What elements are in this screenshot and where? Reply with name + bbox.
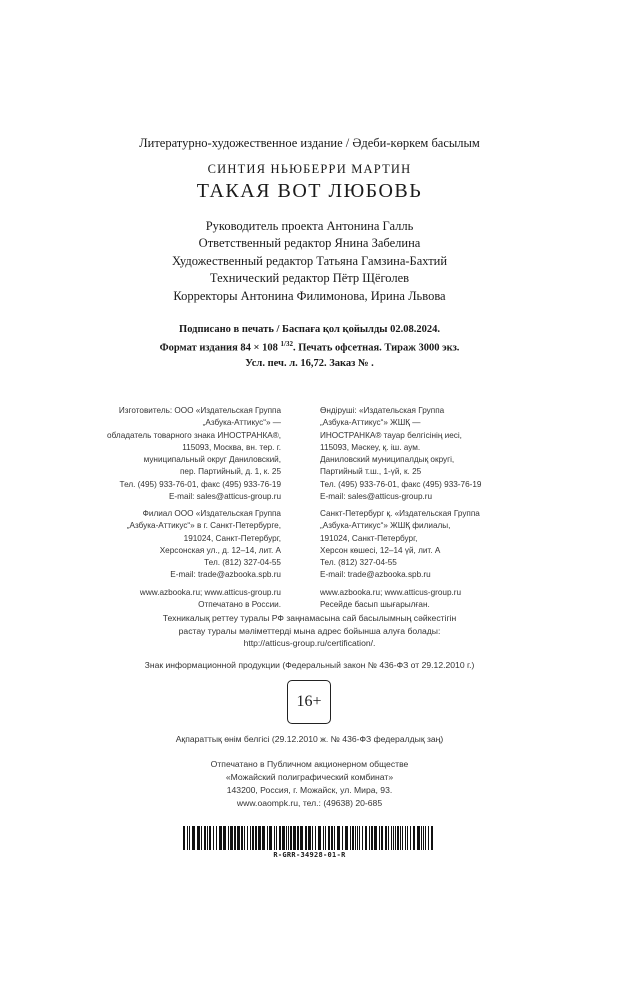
format-suffix: . Печать офсетная. Тираж 3000 экз. xyxy=(292,342,460,354)
barcode-bar xyxy=(223,826,226,850)
info-product-sign: Знак информационной продукции (Федеральный закон № 436-ФЗ от 29.12.2010 г.) xyxy=(144,660,475,670)
barcode-bar xyxy=(413,826,415,850)
barcode-bar xyxy=(269,826,272,850)
staff-line: Корректоры Антонина Филимонова, Ирина Львова xyxy=(173,288,446,303)
barcode-bar xyxy=(286,826,287,850)
barcode-id: R-GRR-34928-01-R xyxy=(273,851,346,859)
barcode-bar xyxy=(345,826,348,850)
barcode-bar xyxy=(230,826,233,850)
barcode-bar xyxy=(391,826,392,850)
barcode-bar xyxy=(388,826,389,850)
barcode-bar xyxy=(381,826,383,850)
barcode-bar xyxy=(297,826,299,850)
manufacturer-ru-line: муниципальный округ Даниловский, xyxy=(143,455,281,465)
branch-kz-line: Тел. (812) 327-04-55 xyxy=(320,558,397,568)
barcode-bar xyxy=(234,826,236,850)
staff-line: Руководитель проекта Антонина Галль xyxy=(205,219,414,233)
barcode-bar xyxy=(258,826,261,850)
barcode-bar xyxy=(395,826,396,850)
author-name: СИНТИЯ НЬЮБЕРРИ МАРТИН xyxy=(207,162,412,176)
barcode-bar xyxy=(255,826,257,850)
web-ru-line: Отпечатано в России. xyxy=(198,600,281,610)
branch-kz-line: E-mail: trade@azbooka.spb.ru xyxy=(320,570,431,580)
book-title: ТАКАЯ ВОТ ЛЮБОВЬ xyxy=(196,180,423,202)
printer-line: www.oaompk.ru, тел.: (49638) 20-685 xyxy=(236,798,383,808)
barcode-bar xyxy=(312,826,313,850)
barcode-bar xyxy=(325,826,326,850)
barcode-bar xyxy=(252,826,254,850)
barcode-bar xyxy=(410,826,411,850)
manufacturer-ru-line: Изготовитель: ООО «Издательская Группа xyxy=(118,406,281,415)
barcode-bar xyxy=(228,826,229,850)
format-prefix: Формат издания 84 × 108 xyxy=(159,342,278,354)
branch-ru-line: Тел. (812) 327-04-55 xyxy=(204,558,281,568)
barcode-bar xyxy=(425,826,426,850)
barcode-bar xyxy=(282,826,285,850)
branch-ru-line: „Азбука-Аттикус“» в г. Санкт-Петербурге, xyxy=(126,521,281,531)
barcode-bar xyxy=(237,826,240,850)
edition-type: Литературно-художественное издание / Әдеби-көркем басылым xyxy=(139,136,480,150)
manufacturer-kz-line: E-mail: sales@atticus-group.ru xyxy=(320,492,433,502)
barcode-bar xyxy=(352,826,354,850)
barcode-bar xyxy=(402,826,403,850)
barcode-bar xyxy=(262,826,265,850)
branch-kz-line: Херсон көшесі, 12–14 үй, лит. А xyxy=(320,545,441,555)
barcode-bar xyxy=(213,826,214,850)
staff-line: Художественный редактор Татьяна Гамзина-Бахтий xyxy=(171,253,448,268)
manufacturer-ru-line: E-mail: sales@atticus-group.ru xyxy=(168,492,281,502)
manufacturer-ru-line: пер. Партийный, д. 1, к. 25 xyxy=(180,467,281,477)
web-kz xyxy=(320,587,461,612)
manufacturer-kz-line: 115093, Мәскеу, қ. іш. аум. xyxy=(320,442,421,452)
barcode-bar xyxy=(337,826,340,850)
staff-credits xyxy=(0,218,619,305)
manufacturer-ru xyxy=(107,405,281,503)
barcode-bar xyxy=(400,826,401,850)
barcode-bar xyxy=(216,826,217,850)
barcode-bar xyxy=(241,826,243,850)
branch-ru-line: Филиал ООО «Издательская Группа xyxy=(142,509,281,518)
staff-line: Технический редактор Пётр Щёголев xyxy=(209,271,410,286)
barcode-bar xyxy=(189,826,190,850)
barcode-bar xyxy=(355,826,356,850)
barcode-bar xyxy=(379,826,380,850)
tech-regulation-line: http://atticus-group.ru/certification/. xyxy=(243,638,376,648)
printer-line: Отпечатано в Публичном акционерном обществе xyxy=(210,759,409,769)
barcode-bar xyxy=(362,826,363,850)
manufacturer-kz-line: Өндіруші: «Издательская Группа xyxy=(320,406,445,415)
barcode-bar xyxy=(300,826,303,850)
age-rating-badge: 16+ xyxy=(287,680,331,724)
barcode-bar xyxy=(318,826,321,850)
barcode-bar xyxy=(290,826,292,850)
barcode-bar xyxy=(328,826,330,850)
format-line xyxy=(0,337,619,356)
barcode-bar xyxy=(267,826,268,850)
branch-ru xyxy=(127,508,281,582)
barcode-bar xyxy=(407,826,408,850)
barcode-bar xyxy=(293,826,296,850)
branch-ru-line: 191024, Санкт-Петербург, xyxy=(183,533,281,543)
barcode-bar xyxy=(250,826,251,850)
barcode-bar xyxy=(374,826,377,850)
barcode-bar xyxy=(315,826,316,850)
kz-info-sign: Ақпараттық өнім белгісі (29.12.2010 ж. № 436-ФЗ федералдық заң) xyxy=(175,734,444,744)
manufacturer-ru-line: „Азбука-Аттикус“» — xyxy=(202,418,281,428)
web-ru-line: www.azbooka.ru; www.atticus-group.ru xyxy=(139,588,281,597)
barcode xyxy=(183,826,433,850)
barcode-bar xyxy=(423,826,424,850)
barcode-bar xyxy=(397,826,399,850)
print-info xyxy=(0,322,619,371)
barcode-bar xyxy=(417,826,420,850)
manufacturer-ru-line: обладатель товарного знака ИНОСТРАНКА®, xyxy=(107,430,281,440)
printer-line: 143200, Россия, г. Можайск, ул. Мира, 93. xyxy=(226,785,393,795)
barcode-bar xyxy=(371,826,373,850)
barcode-bar xyxy=(209,826,211,850)
manufacturer-kz-line: Даниловский муниципалдық округі, xyxy=(320,455,455,465)
branch-ru-line: E-mail: trade@azbooka.spb.ru xyxy=(170,570,281,580)
barcode-bar xyxy=(385,826,387,850)
barcode-bar xyxy=(359,826,360,850)
staff-line: Ответственный редактор Янина Забелина xyxy=(198,236,421,251)
barcode-bar xyxy=(421,826,422,850)
barcode-bar xyxy=(187,826,188,850)
manufacturer-ru-line: 115093, Москва, вн. тер. г. xyxy=(182,442,281,452)
web-ru xyxy=(140,587,281,612)
signed-date: Подписано в печать / Баспаға қол қойылды 02.08.2024. xyxy=(179,324,440,335)
barcode-bar xyxy=(279,826,281,850)
barcode-bar xyxy=(357,826,358,850)
manufacturer-ru-line: Тел. (495) 933-76-01, факс (495) 933-76-19 xyxy=(119,479,281,489)
barcode-bar xyxy=(219,826,222,850)
barcode-bar xyxy=(334,826,335,850)
barcode-bar xyxy=(350,826,351,850)
barcode-bar xyxy=(308,826,311,850)
barcode-bar xyxy=(431,826,433,850)
branch-kz-line: Санкт-Петербург қ. «Издательская Группа xyxy=(320,509,480,518)
barcode-bar xyxy=(365,826,367,850)
barcode-bar xyxy=(183,826,185,850)
branch-kz-line: „Азбука-Аттикус“» ЖШҚ филиалы, xyxy=(320,521,451,531)
manufacturer-kz-line: Тел. (495) 933-76-01, факс (495) 933-76-19 xyxy=(320,479,482,489)
barcode-bar xyxy=(247,826,248,850)
barcode-bar xyxy=(288,826,289,850)
tech-regulation xyxy=(0,612,619,650)
barcode-bar xyxy=(405,826,406,850)
branch-kz xyxy=(320,508,480,582)
manufacturer-kz-line: ИНОСТРАНКА® тауар белгісінің иесі, xyxy=(320,430,462,440)
web-kz-line: Ресейде басып шығарылған. xyxy=(320,600,430,610)
barcode-bar xyxy=(244,826,245,850)
barcode-bar xyxy=(342,826,343,850)
branch-kz-line: 191024, Санкт-Петербург, xyxy=(320,533,418,543)
printer-line: «Можайский полиграфический комбинат» xyxy=(225,772,394,782)
barcode-bar xyxy=(197,826,200,850)
barcode-bar xyxy=(192,826,195,850)
barcode-bar xyxy=(207,826,208,850)
barcode-bar xyxy=(204,826,206,850)
barcode-bar xyxy=(276,826,277,850)
barcode-bar xyxy=(201,826,202,850)
barcode-bar xyxy=(428,826,429,850)
format-fraction: 1/32 xyxy=(280,340,293,348)
barcode-bar xyxy=(323,826,324,850)
tech-regulation-line: растау туралы мәліметтерді мына адрес бойынша алуға болады: xyxy=(178,625,441,636)
manufacturer-kz-line: „Азбука-Аттикус“» ЖШҚ — xyxy=(320,418,421,428)
barcode-bar xyxy=(331,826,333,850)
barcode-bar xyxy=(274,826,275,850)
branch-ru-line: Херсонская ул., д. 12–14, лит. А xyxy=(159,545,281,555)
barcode-bar xyxy=(369,826,370,850)
sheets-order: Усл. печ. л. 16,72. Заказ № . xyxy=(245,357,374,369)
tech-regulation-line: Техникалық реттеу туралы РФ заңнамасына сай басылымның сәйкестігін xyxy=(162,613,457,623)
web-kz-line: www.azbooka.ru; www.atticus-group.ru xyxy=(320,588,462,597)
printer-info xyxy=(0,758,619,810)
barcode-bar xyxy=(393,826,394,850)
manufacturer-kz xyxy=(320,405,481,503)
barcode-bar xyxy=(305,826,307,850)
manufacturer-kz-line: Партийный т.ш., 1-үй, к. 25 xyxy=(320,467,422,477)
